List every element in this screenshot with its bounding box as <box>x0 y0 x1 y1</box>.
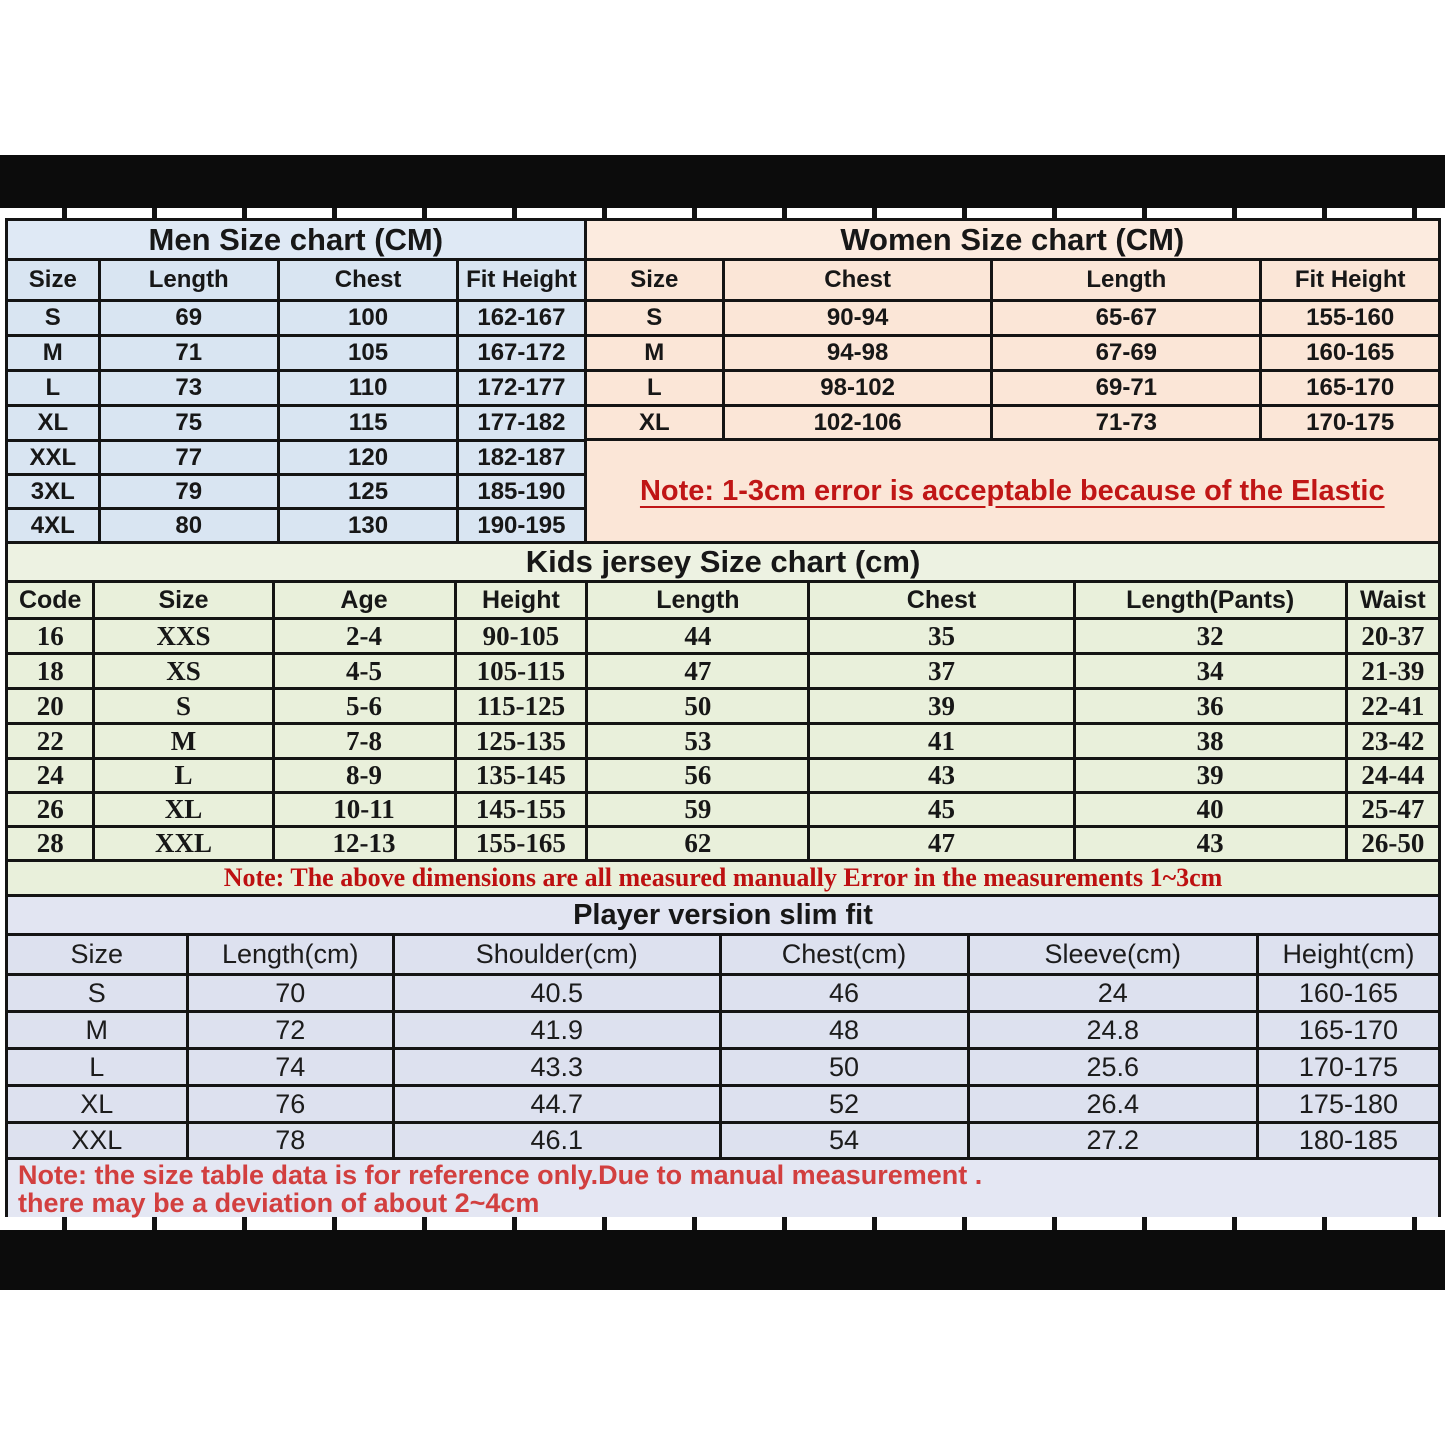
kids-cell: 40 <box>1076 794 1348 828</box>
men-size-chart <box>5 218 587 544</box>
kids-cell: 155-165 <box>457 828 589 862</box>
kids-cell: 8-9 <box>275 760 457 794</box>
kids-cell: 26 <box>8 794 95 828</box>
kids-cell: 59 <box>588 794 810 828</box>
women-cell: 160-165 <box>1262 337 1441 372</box>
kids-column-header: Size <box>95 583 274 620</box>
women-cell: 69-71 <box>993 372 1262 407</box>
women-cell: M <box>587 337 725 372</box>
kids-cell: 24 <box>8 760 95 794</box>
player-version-chart <box>5 897 1441 1160</box>
men-column-header: Fit Height <box>459 261 586 302</box>
men-cell: 182-187 <box>459 442 586 476</box>
kids-cell: 56 <box>588 760 810 794</box>
men-size-chart-title: Men Size chart (CM) <box>8 221 587 261</box>
kids-cell: 18 <box>8 655 95 690</box>
player-cell: 54 <box>722 1124 970 1160</box>
kids-size-table <box>8 583 1441 862</box>
men-cell: 162-167 <box>459 302 586 337</box>
kids-column-header: Length <box>588 583 810 620</box>
women-cell: 102-106 <box>725 407 993 441</box>
player-cell: 41.9 <box>395 1013 722 1050</box>
women-cell: 170-175 <box>1262 407 1441 441</box>
women-column-header: Chest <box>725 261 993 302</box>
kids-column-header: Chest <box>810 583 1075 620</box>
kids-cell: 26-50 <box>1348 828 1441 862</box>
bottom-gridline-strip <box>0 1217 1445 1230</box>
player-cell: L <box>8 1050 189 1087</box>
player-cell: 40.5 <box>395 976 722 1013</box>
kids-cell: 20-37 <box>1348 620 1441 655</box>
player-cell: 46.1 <box>395 1124 722 1160</box>
kids-cell: S <box>95 690 274 725</box>
men-cell: 75 <box>101 407 280 442</box>
women-cell: S <box>587 302 725 337</box>
men-cell: 105 <box>280 337 459 372</box>
men-cell: 3XL <box>8 476 101 510</box>
player-cell: 72 <box>189 1013 395 1050</box>
women-cell: 67-69 <box>993 337 1262 372</box>
women-cell: 94-98 <box>725 337 993 372</box>
men-cell: 185-190 <box>459 476 586 510</box>
women-note-text: Note: 1-3cm error is acceptable because of the Elastic <box>639 474 1385 507</box>
size-chart-sheet <box>5 218 1441 1217</box>
player-cell: 76 <box>189 1087 395 1124</box>
player-cell: 43.3 <box>395 1050 722 1087</box>
kids-cell: 21-39 <box>1348 655 1441 690</box>
men-cell: 80 <box>101 510 280 544</box>
kids-cell: 43 <box>810 760 1075 794</box>
kids-cell: 20 <box>8 690 95 725</box>
bottom-black-bar <box>0 1230 1445 1290</box>
kids-cell: 25-47 <box>1348 794 1441 828</box>
player-column-header: Chest(cm) <box>722 936 970 976</box>
player-version-table <box>8 936 1441 1160</box>
kids-cell: 47 <box>810 828 1075 862</box>
player-cell: 50 <box>722 1050 970 1087</box>
women-cell: 98-102 <box>725 372 993 407</box>
player-cell: 52 <box>722 1087 970 1124</box>
kids-cell: 105-115 <box>457 655 589 690</box>
men-cell: M <box>8 337 101 372</box>
kids-cell: L <box>95 760 274 794</box>
kids-cell: 5-6 <box>275 690 457 725</box>
kids-column-header: Waist <box>1348 583 1441 620</box>
men-cell: 73 <box>101 372 280 407</box>
men-cell: 69 <box>101 302 280 337</box>
men-cell: 4XL <box>8 510 101 544</box>
player-cell: 180-185 <box>1259 1124 1441 1160</box>
kids-size-chart-title: Kids jersey Size chart (cm) <box>8 544 1441 583</box>
player-cell: 175-180 <box>1259 1087 1441 1124</box>
kids-column-header: Code <box>8 583 95 620</box>
men-cell: 77 <box>101 442 280 476</box>
kids-cell: 16 <box>8 620 95 655</box>
kids-cell: XXS <box>95 620 274 655</box>
player-column-header: Sleeve(cm) <box>970 936 1259 976</box>
kids-note-text: Note: The above dimensions are all measured manually Error in the measurements 1~3cm <box>5 862 1441 897</box>
player-cell: 24 <box>970 976 1259 1013</box>
bottom-note-line1: Note: the size table data is for reference only.Due to manual measurement . <box>18 1159 983 1190</box>
player-column-header: Height(cm) <box>1259 936 1441 976</box>
kids-cell: XL <box>95 794 274 828</box>
kids-cell: 35 <box>810 620 1075 655</box>
player-cell: 46 <box>722 976 970 1013</box>
men-cell: XL <box>8 407 101 442</box>
kids-cell: 23-42 <box>1348 725 1441 760</box>
kids-cell: M <box>95 725 274 760</box>
women-size-chart <box>587 218 1441 544</box>
kids-cell: 47 <box>588 655 810 690</box>
player-cell: 26.4 <box>970 1087 1259 1124</box>
player-cell: 44.7 <box>395 1087 722 1124</box>
player-cell: 74 <box>189 1050 395 1087</box>
kids-cell: 34 <box>1076 655 1348 690</box>
men-cell: S <box>8 302 101 337</box>
women-cell: L <box>587 372 725 407</box>
men-cell: 190-195 <box>459 510 586 544</box>
men-column-header: Length <box>101 261 280 302</box>
kids-cell: 53 <box>588 725 810 760</box>
top-black-bar <box>0 155 1445 208</box>
kids-cell: 38 <box>1076 725 1348 760</box>
kids-cell: 22-41 <box>1348 690 1441 725</box>
women-note-box <box>587 441 1441 544</box>
kids-cell: 50 <box>588 690 810 725</box>
women-column-header: Size <box>587 261 725 302</box>
kids-column-header: Age <box>275 583 457 620</box>
men-cell: 125 <box>280 476 459 510</box>
kids-cell: 24-44 <box>1348 760 1441 794</box>
women-column-header: Fit Height <box>1262 261 1441 302</box>
men-cell: 167-172 <box>459 337 586 372</box>
kids-cell: 7-8 <box>275 725 457 760</box>
bottom-note-line2: there may be a deviation of about 2~4cm <box>18 1187 540 1218</box>
kids-cell: 36 <box>1076 690 1348 725</box>
player-cell: 24.8 <box>970 1013 1259 1050</box>
women-cell: 90-94 <box>725 302 993 337</box>
kids-cell: 90-105 <box>457 620 589 655</box>
men-cell: 177-182 <box>459 407 586 442</box>
kids-cell: 22 <box>8 725 95 760</box>
kids-cell: 45 <box>810 794 1075 828</box>
kids-cell: 10-11 <box>275 794 457 828</box>
player-column-header: Size <box>8 936 189 976</box>
bottom-note-box <box>5 1160 1441 1220</box>
kids-cell: 37 <box>810 655 1075 690</box>
kids-cell: XXL <box>95 828 274 862</box>
player-cell: M <box>8 1013 189 1050</box>
kids-cell: 62 <box>588 828 810 862</box>
kids-cell: 135-145 <box>457 760 589 794</box>
men-cell: 120 <box>280 442 459 476</box>
kids-cell: 32 <box>1076 620 1348 655</box>
player-cell: XXL <box>8 1124 189 1160</box>
player-cell: S <box>8 976 189 1013</box>
kids-cell: 12-13 <box>275 828 457 862</box>
kids-cell: 4-5 <box>275 655 457 690</box>
kids-column-header: Length(Pants) <box>1076 583 1348 620</box>
women-size-chart-title: Women Size chart (CM) <box>587 221 1441 261</box>
women-cell: 65-67 <box>993 302 1262 337</box>
player-cell: 165-170 <box>1259 1013 1441 1050</box>
women-cell: 71-73 <box>993 407 1262 441</box>
kids-cell: 2-4 <box>275 620 457 655</box>
player-column-header: Length(cm) <box>189 936 395 976</box>
player-cell: 25.6 <box>970 1050 1259 1087</box>
kids-cell: 43 <box>1076 828 1348 862</box>
men-cell: 100 <box>280 302 459 337</box>
kids-cell: 39 <box>810 690 1075 725</box>
kids-cell: 44 <box>588 620 810 655</box>
player-cell: 78 <box>189 1124 395 1160</box>
women-size-table <box>587 261 1441 441</box>
player-cell: 27.2 <box>970 1124 1259 1160</box>
player-cell: 160-165 <box>1259 976 1441 1013</box>
men-cell: 79 <box>101 476 280 510</box>
kids-cell: 145-155 <box>457 794 589 828</box>
player-column-header: Shoulder(cm) <box>395 936 722 976</box>
women-column-header: Length <box>993 261 1262 302</box>
women-cell: XL <box>587 407 725 441</box>
men-cell: 115 <box>280 407 459 442</box>
men-column-header: Size <box>8 261 101 302</box>
men-cell: XXL <box>8 442 101 476</box>
player-cell: 170-175 <box>1259 1050 1441 1087</box>
kids-cell: 39 <box>1076 760 1348 794</box>
women-cell: 165-170 <box>1262 372 1441 407</box>
kids-size-chart <box>5 544 1441 862</box>
men-cell: 71 <box>101 337 280 372</box>
women-cell: 155-160 <box>1262 302 1441 337</box>
men-cell: 130 <box>280 510 459 544</box>
top-white-margin <box>0 0 1445 155</box>
kids-column-header: Height <box>457 583 589 620</box>
men-women-tables <box>5 218 1441 544</box>
men-cell: L <box>8 372 101 407</box>
kids-cell: 41 <box>810 725 1075 760</box>
men-cell: 172-177 <box>459 372 586 407</box>
men-cell: 110 <box>280 372 459 407</box>
kids-cell: 28 <box>8 828 95 862</box>
player-cell: 48 <box>722 1013 970 1050</box>
player-cell: XL <box>8 1087 189 1124</box>
men-column-header: Chest <box>280 261 459 302</box>
top-gridline-strip <box>0 208 1445 218</box>
kids-cell: 115-125 <box>457 690 589 725</box>
kids-cell: XS <box>95 655 274 690</box>
kids-cell: 125-135 <box>457 725 589 760</box>
player-version-title: Player version slim fit <box>8 897 1441 936</box>
player-cell: 70 <box>189 976 395 1013</box>
men-size-table <box>8 261 587 544</box>
